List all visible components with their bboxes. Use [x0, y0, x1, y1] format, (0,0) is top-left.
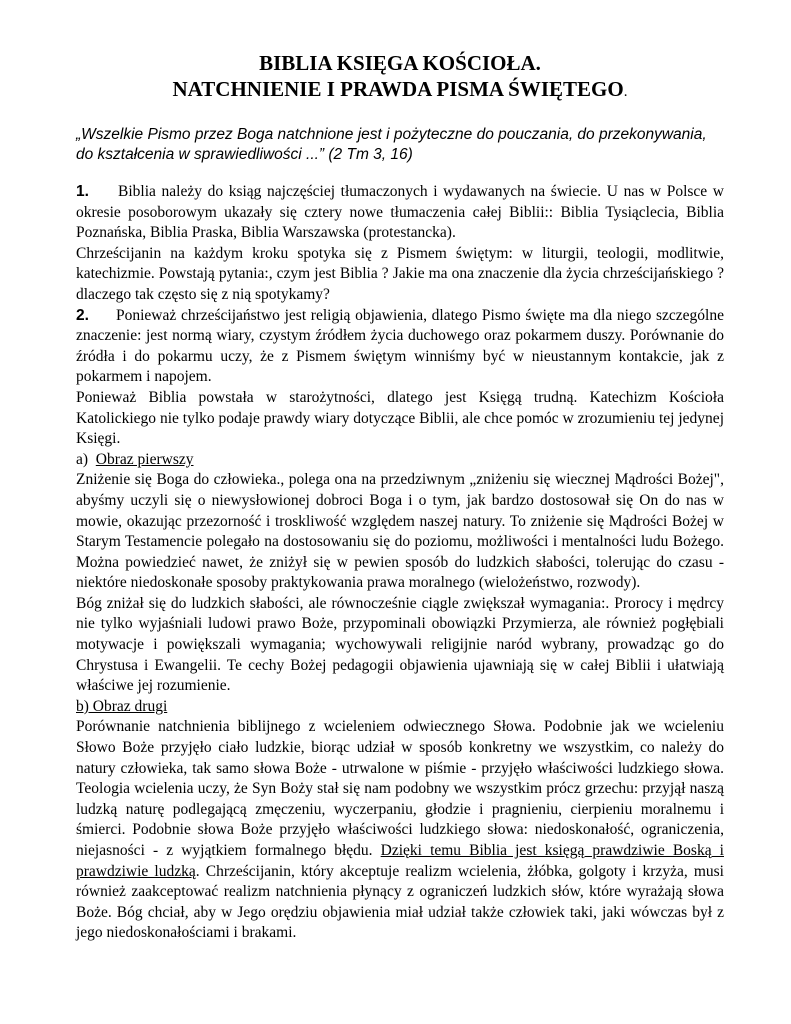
- epigraph-quote: „Wszelkie Pismo przez Boga natchnione jest i pożyteczne do pouczania, do przekonywania, do kształcenia w sprawiedliwości ...” (2 Tm 3, 16): [76, 126, 707, 163]
- document-title: [76, 50, 724, 105]
- subsection-b-text-end: . Chrześcijanin, który akceptuje realizm wcielenia, żłóbka, golgoty i krzyża, musi również zaakceptować realizm natchnienia płynący z ograniczeń ludzkich słów, które wyrażają słowa Boże. Bóg chciał, aby w Jego orędziu objawienia miał udział także człowiek taki, jaki wówczas był z jego niedoskonałościami i brakami.: [76, 862, 724, 942]
- title-trailing-dot: .: [623, 84, 628, 100]
- title-line-2: NATCHNIENIE I PRAWDA PISMA ŚWIĘTEGO: [172, 77, 624, 101]
- subsection-a-title: Obraz pierwszy: [95, 450, 194, 468]
- subsection-a-prefix: a): [76, 450, 89, 468]
- section-1-paragraph-1: [76, 182, 724, 244]
- subsection-a-paragraph-1: Zniżenie się Boga do człowieka., polega ona na przedziwnym „zniżeniu się wiecznej Mądrości Bożej", abyśmy uczyli się o niewysłowionej dobroci Boga i o tym, jak bardzo dostosował się On do nas w mowie, okazując przezorność i troskliwość względem naszej natury. To zniżenie się Mądrości Bożej w Starym Testamencie polegało na dostosowaniu się do poziomu, możliwości i mentalności ludu Bożego. Można powiedzieć nawet, że zniżył się w pewien sposób do ludzkich słabości, tolerując do czasu - niektóre niedoskonałe sposoby praktykowania prawa moralnego (wielożeństwo, rozwody).: [76, 471, 724, 592]
- subsection-b-title: b) Obraz drugi: [76, 697, 168, 715]
- subsection-b-text-start: Porównanie natchnienia biblijnego z wcieleniem odwiecznego Słowa. Podobnie jak we wcieleniu Słowo Boże przyjęło ciało ludzkie, biorąc udział w sposób konkretny we wszystkim, co należy do natury człowieka, tak samo słowa Boże - utrwalone w piśmie - przyjęło właściwości ludzkiego słowa. Teologia wcielenia uczy, że Syn Boży stał się nam podobny we wszystkim prócz grzechu: przyjął naszą ludzką naturę podlegającą zmęczeniu, wyczerpaniu, głodzie i pragnieniu, cierpieniu moralnemu i śmierci. Podobnie słowa Boże przyjęło właściwości ludzkiego słowa: niedoskonałość, ograniczenia, niejasności - z wyjątkiem formalnego błędu.: [76, 718, 724, 859]
- section-1-number: 1.: [76, 183, 89, 200]
- subsection-b-paragraph-1: [76, 717, 724, 944]
- section-2-paragraph-2: Ponieważ Biblia powstała w starożytności, dlatego jest Księgą trudną. Katechizm Kościoła Katolickiego nie tylko podaje prawdy wiary dotyczące Biblii, ale chce pomóc w zrozumieniu tej jedynej Księgi.: [76, 388, 724, 448]
- subsection-b-heading: [76, 697, 724, 718]
- section-2-number: 2.: [76, 306, 89, 324]
- section-1-text-1: Biblia należy do ksiąg najczęściej tłumaczonych i wydawanych na świecie. U nas w Polsce w okresie posoborowym ukazały się cztery nowe tłumaczenia całej Biblii:: Biblia Tysiąclecia, Biblia Poznańska, Biblia Praska, Biblia Warszawska (protestancka).: [76, 183, 724, 242]
- section-1-paragraph-2: Chrześcijanin na każdym kroku spotyka się z Pismem świętym: w liturgii, teologii, modlitwie, katechizmie. Powstają pytania:, czym jest Biblia ? Jakie ma ona znaczenie dla życia chrześcijańskiego ? dlaczego tak często się z nią spotykamy?: [76, 244, 724, 303]
- subsection-a-paragraph-2: Bóg zniżał się do ludzkich słabości, ale równocześnie ciągle zwiększał wymagania:. Prorocy i mędrcy nie tylko wyjaśniali ludowi prawo Boże, przypominali obowiązki Przymierza, ale również pogłębiali motywacje i powiększali wymagania; wychowywali religijnie naród wybrany, prowadząc go do Chrystusa i Ewangelii. Te cechy Bożej pedagogii objawienia ujawniają się w całej Biblii i ułatwiają właściwe jej rozumienie.: [76, 594, 724, 695]
- subsection-a-heading: [76, 450, 724, 471]
- section-2-paragraph-1: [76, 306, 724, 388]
- document-body: [76, 182, 724, 944]
- section-2-text-1: Ponieważ chrześcijaństwo jest religią objawienia, dlatego Pismo święte ma dla niego szczególne znaczenie: jest normą wiary, czystym źródłem życia duchowego oraz pokarmem duszy. Porównanie do źródła i do pokarmu uczy, że z Pismem świętym winniśmy być w nieustannym kontakcie, jak z pokarmem i napojem.: [76, 306, 724, 386]
- document-page: [76, 50, 724, 944]
- title-line-1: BIBLIA KSIĘGA KOŚCIOŁA.: [259, 51, 541, 75]
- subsection-b-underlined-text: Dzięki temu Biblia jest księgą prawdziwie Boską i prawdziwie ludzką: [76, 842, 724, 880]
